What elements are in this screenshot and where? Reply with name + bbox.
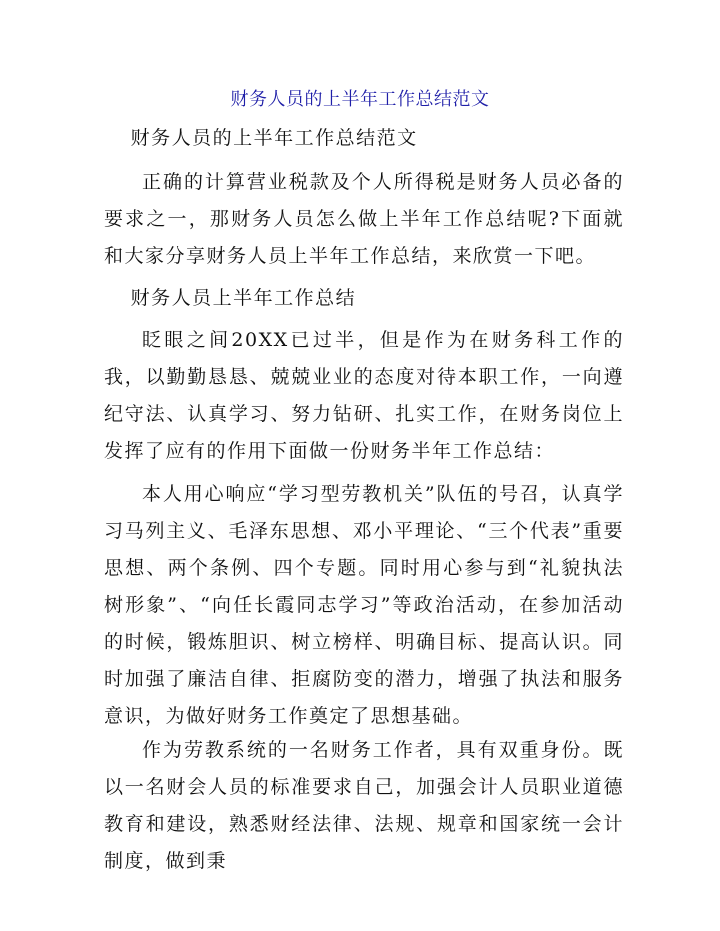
body-paragraph-2: 本人用心响应“学习型劳教机关”队伍的号召，认真学习马列主义、毛泽东思想、邓小平理论、“三个代表”重要思想、两个条例、四个专题。同时用心参与到“礼貌执法树形象”、“向任长霞同志学习”等政治活动，在参加活动的时候，锻炼胆识、树立榜样、明确目标、提高认识。同时加强了廉洁自律、拒腐防变的潜力，增强了执法和服务意识，为做好财务工作奠定了思想基础。 (104, 483, 624, 727)
section-heading: 财务人员上半年工作总结 (130, 287, 357, 309)
section-heading-block (104, 280, 624, 317)
body-paragraph-3: 作为劳教系统的一名财务工作者，具有双重身份。既以一名财会人员的标准要求自己，加强会计人员职业道德教育和建设，熟悉财经法律、法规、规章和国家统一会计制度，做到秉 (104, 739, 624, 872)
document-title: 财务人员的上半年工作总结范文 (230, 89, 490, 110)
paragraph-block-2 (104, 476, 624, 735)
paragraph-block-3 (104, 732, 624, 880)
paragraph-block-1 (104, 322, 624, 470)
intro-block (104, 164, 624, 275)
body-paragraph-1: 眨眼之间20XX已过半，但是作为在财务科工作的我，以勤勤恳恳、兢兢业业的态度对待本职工作，一向遵纪守法、认真学习、努力钻研、扎实工作，在财务岗位上发挥了应有的作用下面做一份财务半年工作总结： (104, 329, 624, 462)
intro-paragraph: 正确的计算营业税款及个人所得税是财务人员必备的要求之一，那财务人员怎么做上半年工作总结呢?下面就和大家分享财务人员上半年工作总结，来欣赏一下吧。 (104, 171, 624, 267)
document-subtitle: 财务人员的上半年工作总结范文 (130, 127, 418, 149)
subtitle-block (104, 120, 624, 157)
